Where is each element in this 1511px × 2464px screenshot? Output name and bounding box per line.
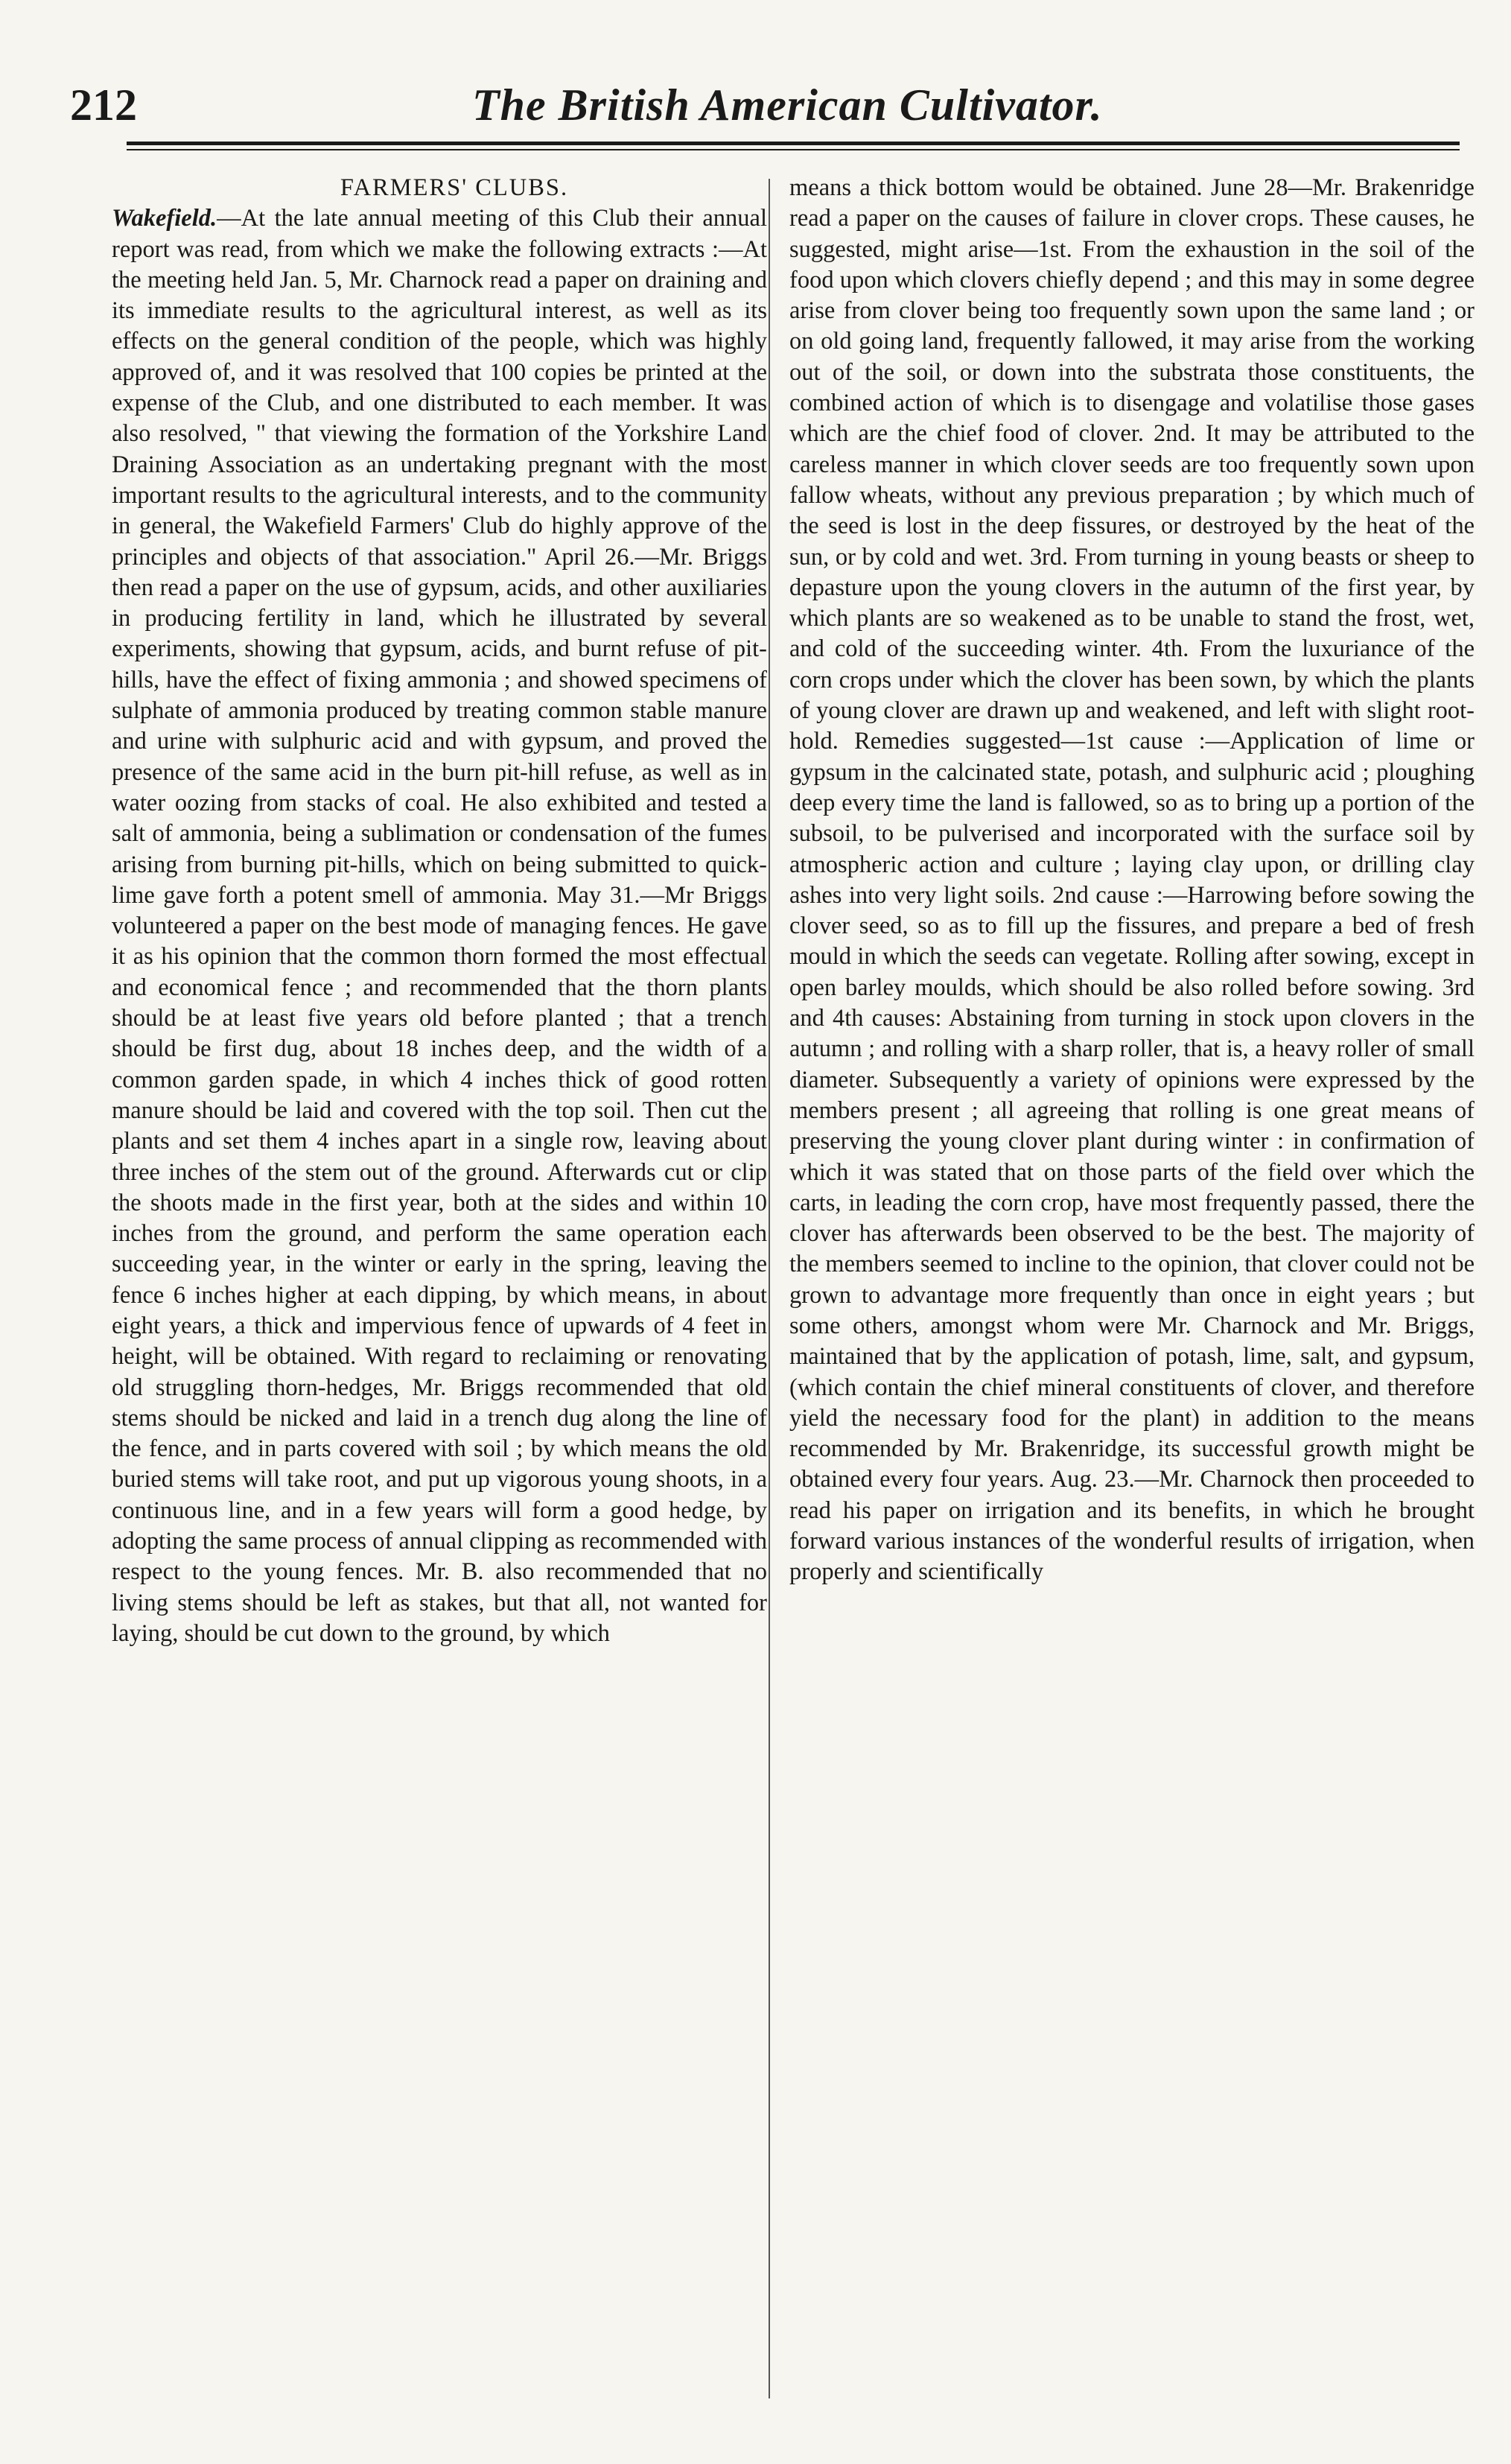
page-number: 212 — [70, 80, 137, 130]
place-name: Wakefield. — [112, 205, 217, 232]
running-title: The British American Cultivator. — [472, 80, 1103, 130]
page-header — [70, 72, 1470, 139]
column-divider — [769, 179, 770, 2398]
left-column — [112, 173, 767, 2407]
section-heading: FARMERS' CLUBS. — [340, 174, 569, 201]
header-rule-thin — [127, 149, 1460, 150]
right-column-text: means a thick bottom would be obtained. June 28—Mr. Brakenridge read a paper on the causes of failure in clover crops. These causes, he suggested, might arise—1st. From the exhaustion in the soil of the food upon which clovers chiefly depend ; and this may in some degree arise from clover being too frequently sown upon the same land ; or on old going land, frequently fallowed, it may arise from the working out of the soil, or down into the substrata those constituents, the combined action of which is to disengage and volatilise those gases which are the chief food of clover. 2nd. It may be attributed to the careless manner in which clover seeds are too frequently sown upon fallow wheats, without any previous preparation ; by which much of the seed is lost in the deep fissures, or destroyed by the heat of the sun, or by cold and wet. 3rd. From turning in young beasts or sheep to depasture upon the young clovers in the autumn of the first year, by which plants are so weakened as to be unable to stand the frost, wet, and cold of the succeeding winter. 4th. From the luxuriance of the corn crops under which the clover has been sown, by which the plants of young clover are drawn up and weakened, and left with slight root-hold. Remedies suggested—1st cause :—Application of lime or gypsum in the calcinated state, potash, and sulphuric acid ; ploughing deep every time the land is fallowed, so as to bring up a portion of the subsoil, to be pulverised and incorporated with the surface soil by atmospheric action and culture ; laying clay upon, or drilling clay ashes into very light soils. 2nd cause :—Harrowing before sowing the clover seed, so as to fill up the fissures, and prepare a bed of fresh mould in which the seeds can vegetate. Rolling after sowing, except in open barley moulds, which should be also rolled before sowing. 3rd and 4th causes: Abstaining from turning in stock upon clovers in the autumn ; and rolling with a sharp roller, that is, a heavy roller of small diameter. Subsequently a variety of opinions were expressed by the members present ; all agreeing that rolling is one great means of preserving the young clover plant during winter : in confirmation of which it was stated that on those parts of the field over which the carts, in leading the corn crop, have most frequently passed, there the clover has afterwards been observed to be the best. The majority of the members seemed to incline to the opinion, that clover could not be grown to advantage more frequently than once in eight years ; but some others, amongst whom were Mr. Charnock and Mr. Briggs, maintained that by the application of potash, lime, salt, and gypsum, (which contain the chief mineral constituents of clover, and therefore yield the necessary food for the plant) in addition to the means recommended by Mr. Brakenridge, its successful growth might be obtained every four years. Aug. 23.—Mr. Charnock then proceeded to read his paper on irrigation and its benefits, in which he brought forward various instances of the wonderful results of irrigation, when properly and scientifically — [789, 174, 1475, 1586]
right-column — [789, 173, 1475, 2407]
left-column-text: —At the late annual meeting of this Club their annual report was read, from which we make the following extracts :—At the meeting held Jan. 5, Mr. Charnock read a paper on draining and its immediate results to the agricultural interest, as well as its effects on the general condition of the people, which was highly approved of, and it was resolved that 100 copies be printed at the expense of the Club, and one distributed to each member. It was also resolved, " that viewing the formation of the Yorkshire Land Draining Association as an undertaking pregnant with the most important results to the agricultural interests, and to the community in general, the Wakefield Farmers' Club do highly approve of the principles and objects of that association." April 26.—Mr. Briggs then read a paper on the use of gypsum, acids, and other auxiliaries in producing fertility in land, which he illustrated by several experiments, showing that gypsum, acids, and burnt refuse of pit-hills, have the effect of fixing ammonia ; and showed specimens of sulphate of ammonia produced by treating common stable manure and urine with sulphuric acid and with gypsum, and proved the presence of the same acid in the burn pit-hill refuse, as well as in water oozing from stacks of coal. He also exhibited and tested a salt of ammonia, being a sublimation or condensation of the fumes arising from burning pit-hills, which on being submitted to quick-lime gave forth a potent smell of ammonia. May 31.—Mr Briggs volunteered a paper on the best mode of managing fences. He gave it as his opinion that the common thorn formed the most effectual and economical fence ; and recommended that the thorn plants should be at least five years old before planted ; that a trench should be first dug, about 18 inches deep, and the width of a common garden spade, in which 4 inches thick of good rotten manure should be laid and covered with the top soil. Then cut the plants and set them 4 inches apart in a single row, leaving about three inches of the stem out of the ground. Afterwards cut or clip the shoots made in the first year, both at the sides and within 10 inches from the ground, and perform the same operation each succeeding year, in the winter or early in the spring, leaving the fence 6 inches higher at each dipping, by which means, in about eight years, a thick and impervious fence of upwards of 4 feet in height, will be obtained. With regard to reclaiming or renovating old struggling thorn-hedges, Mr. Briggs recommended that old stems should be nicked and laid in a trench dug along the line of the fence, and in parts covered with soil ; by which means the old buried stems will take root, and put up vigorous young shoots, in a continuous line, and in a few years will form a good hedge, by adopting the same process of annual clipping as recommended with respect to the young fences. Mr. B. also recommended that no living stems should be left as stakes, but that all, not wanted for laying, should be cut down to the ground, by which — [112, 205, 767, 1647]
article-paragraph — [112, 203, 767, 1649]
header-rule — [127, 142, 1460, 145]
